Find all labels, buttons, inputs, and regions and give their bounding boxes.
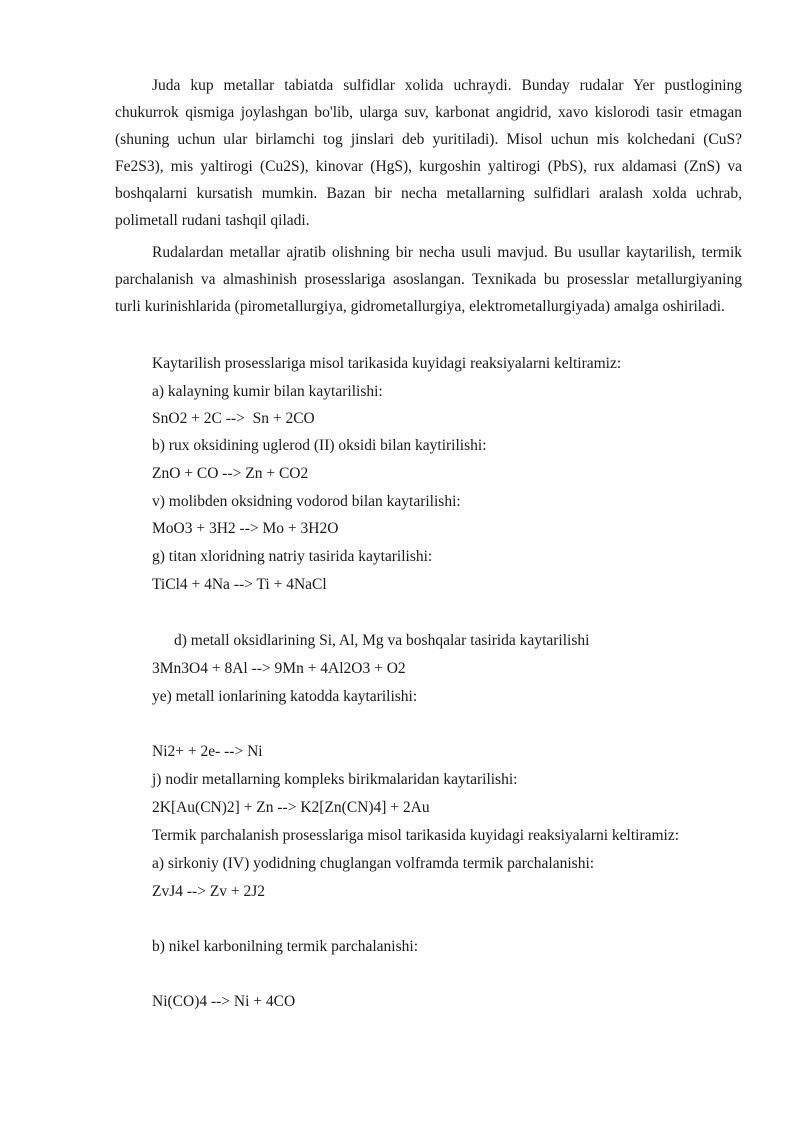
equation-molybdenum: MoO3 + 3H2 --> Mo + 3H2O (152, 520, 339, 537)
equation-zirconium: ZvJ4 --> Zv + 2J2 (152, 883, 266, 900)
item-j-noble-metals-reduction: j) nodir metallarning kompleks birikmalaridan kaytarilishi: (152, 771, 518, 788)
item-d-metal-oxides-reduction: d) metall oksidlarining Si, Al, Mg va boshqalar tasirida kaytarilishi (174, 632, 590, 649)
equation-nickel-ion: Ni2+ + 2e- --> Ni (152, 743, 263, 760)
equation-tin: SnO2 + 2C --> Sn + 2CO (152, 410, 315, 427)
equation-manganese: 3Mn3O4 + 8Al --> 9Mn + 4Al2O3 + O2 (152, 660, 406, 677)
item-g-titanium-reduction: g) titan xloridning natriy tasirida kaytarilishi: (152, 548, 433, 565)
paragraph-sulfide-ores: Juda kup metallar tabiatda sulfidlar xolida uchraydi. Bunday rudalar Yer pustlogining chukurrok qismiga joylashgan bo'lib, ularga suv, karbonat angidrid, xavo kislorodi tasir etmagan (shuning uchun ular birlamchi tog jinslari deb yuritiladi). Misol uchun mis kolchedani (CuS? Fe2S3), mis yaltirogi (Cu2S), kinovar (HgS), kurgoshin yaltirogi (PbS), rux aldamasi (ZnS) va boshqalarni kursatish mumkin. Bazan bir necha metallarning sulfidlari aralash xolda uchrab, polimetall rudani tashqil qiladi. (115, 77, 742, 229)
reduction-intro-line: Kaytarilish prosesslariga misol tarikasida kuyidagi reaksiyalarni keltiramiz: (152, 355, 622, 372)
equation-nickel-carbonyl: Ni(CO)4 --> Ni + 4CO (152, 993, 296, 1010)
thermal-decomposition-intro-line: Termik parchalanish prosesslariga misol tarikasida kuyidagi reaksiyalarni keltiramiz: (152, 827, 680, 844)
paragraph-extraction-methods: Rudalardan metallar ajratib olishning bir necha usuli mavjud. Bu usullar kaytarilish, termik parchalanish va almashinish prosesslariga asoslangan. Texnikada bu prosesslar metallurgiyaning turli kurinishlarida (pirometallurgiya, gidrometallurgiya, elektrometallurgiyada) amalga oshiriladi. (115, 244, 742, 315)
item-a-tin-reduction: a) kalayning kumir bilan kaytarilishi: (152, 383, 383, 400)
equation-titanium: TiCl4 + 4Na --> Ti + 4NaCl (152, 576, 327, 593)
equation-zinc: ZnO + CO --> Zn + CO2 (152, 465, 309, 482)
equation-gold: 2K[Au(CN)2] + Zn --> K2[Zn(CN)4] + 2Au (152, 799, 430, 816)
item-b-zinc-reduction: b) rux oksidining uglerod (II) oksidi bilan kaytirilishi: (152, 437, 487, 454)
item-a-zirconium-decomposition: a) sirkoniy (IV) yodidning chuglangan volframda termik parchalanishi: (152, 855, 595, 872)
item-b-nickel-carbonyl-decomposition: b) nikel karbonilning termik parchalanishi: (152, 938, 419, 955)
item-ye-cathode-reduction: ye) metall ionlarining katodda kaytarilishi: (152, 688, 418, 705)
item-v-molybdenum-reduction: v) molibden oksidning vodorod bilan kaytarilishi: (152, 493, 461, 510)
